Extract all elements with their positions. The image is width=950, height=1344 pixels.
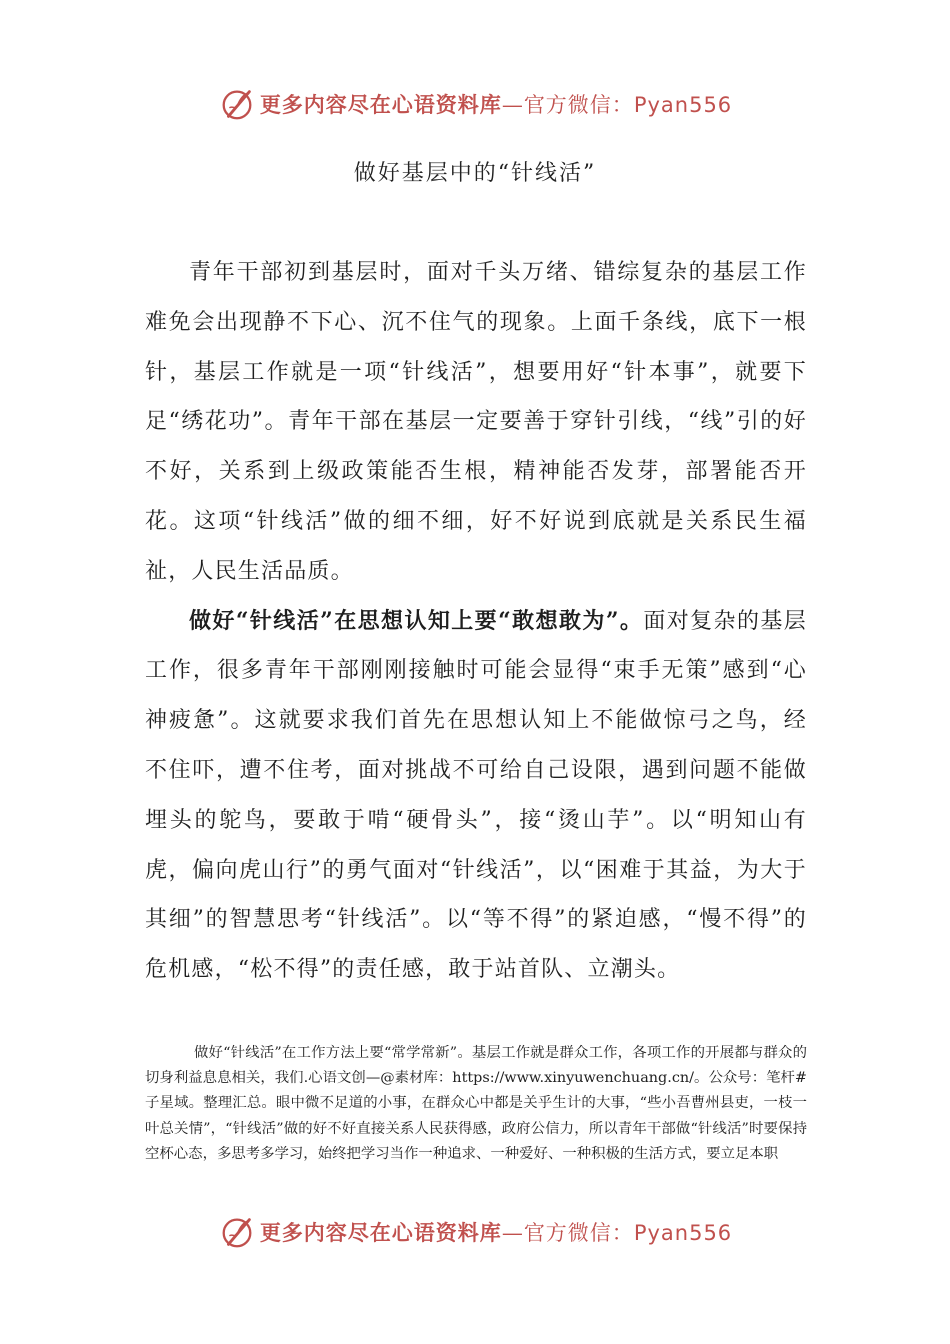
watermark-main: 更多内容尽在心语资料库 xyxy=(259,92,502,117)
watermark-text xyxy=(260,1217,732,1247)
paragraph-2-text: 面对复杂的基层工作，很多青年干部刚刚接触时可能会显得“束手无策”感到“心神疲惫”。这就要求我们首先在思想认知上不能做惊弓之鸟，经不住吓，遭不住考，面对挑战不可给自己设限，遇到问题不能做埋头的鸵鸟，要敢于啃“硬骨头”，接“烫山芋”。以“明知山有虎，偏向虎山行”的勇气面对“针线活”，以“困难于其益，为大于其细”的智慧思考“针线活”。以“等不得”的紧迫感，“慢不得”的危机感，“松不得”的责任感，敢于站首队、立潮头。 xyxy=(145,608,807,983)
watermark-sub: 官方微信： xyxy=(523,93,634,117)
watermark-main: 更多内容尽在心语资料库 xyxy=(259,1220,502,1245)
paragraph-2 xyxy=(145,597,807,995)
quill-logo-icon xyxy=(218,1213,256,1251)
watermark-dash: — xyxy=(501,93,524,117)
quill-logo-icon xyxy=(218,85,256,123)
paragraph-1: 青年干部初到基层时，面对千头万绪、错综复杂的基层工作难免会出现静不下心、沉不住气的现象。上面千条线，底下一根针，基层工作就是一项“针线活”，想要用好“针本事”，就要下足“绣花功”。青年干部在基层一定要善于穿针引线，“线”引的好不好，关系到上级政策能否生根，精神能否发芽，部署能否开花。这项“针线活”做的细不细，好不好说到底就是关系民生福祉，人民生活品质。 xyxy=(145,260,807,584)
document-title: 做好基层中的“针线活” xyxy=(353,161,597,186)
paragraph-2-heading: 做好“针线活”在思想认知上要“敢想敢为”。 xyxy=(189,607,644,634)
watermark-id: Pyan556 xyxy=(633,93,733,117)
paragraph-3: 做好“针线活”在工作方法上要“常学常新”。基层工作就是群众工作，各项工作的开展都与群众的切身利益息息相关，我们.心语文创—@素材库：https://www.xinyuwenchuang.cn/。公众号：笔杆#子星域。整理汇总。眼中微不足道的小事，在群众心中都是关乎生计的大事，“些小吾曹州县吏，一枝一叶总关情”，“针线活”做的好不好直接关系人民获得感，政府公信力，所以青年干部做“针线活”时要保持空杯心态，多思考多学习，始终把学习当作一种追求、一种爱好、一种积极的生活方式，要立足本职 xyxy=(145,1045,807,1162)
watermark-text xyxy=(260,89,732,119)
document-body xyxy=(145,248,807,995)
watermark-sub: 官方微信： xyxy=(523,1221,634,1245)
document-small-body xyxy=(145,1041,807,1167)
watermark-header xyxy=(0,84,950,124)
watermark-dash: — xyxy=(501,1221,524,1245)
watermark-id: Pyan556 xyxy=(633,1221,733,1245)
watermark-footer xyxy=(0,1212,950,1252)
